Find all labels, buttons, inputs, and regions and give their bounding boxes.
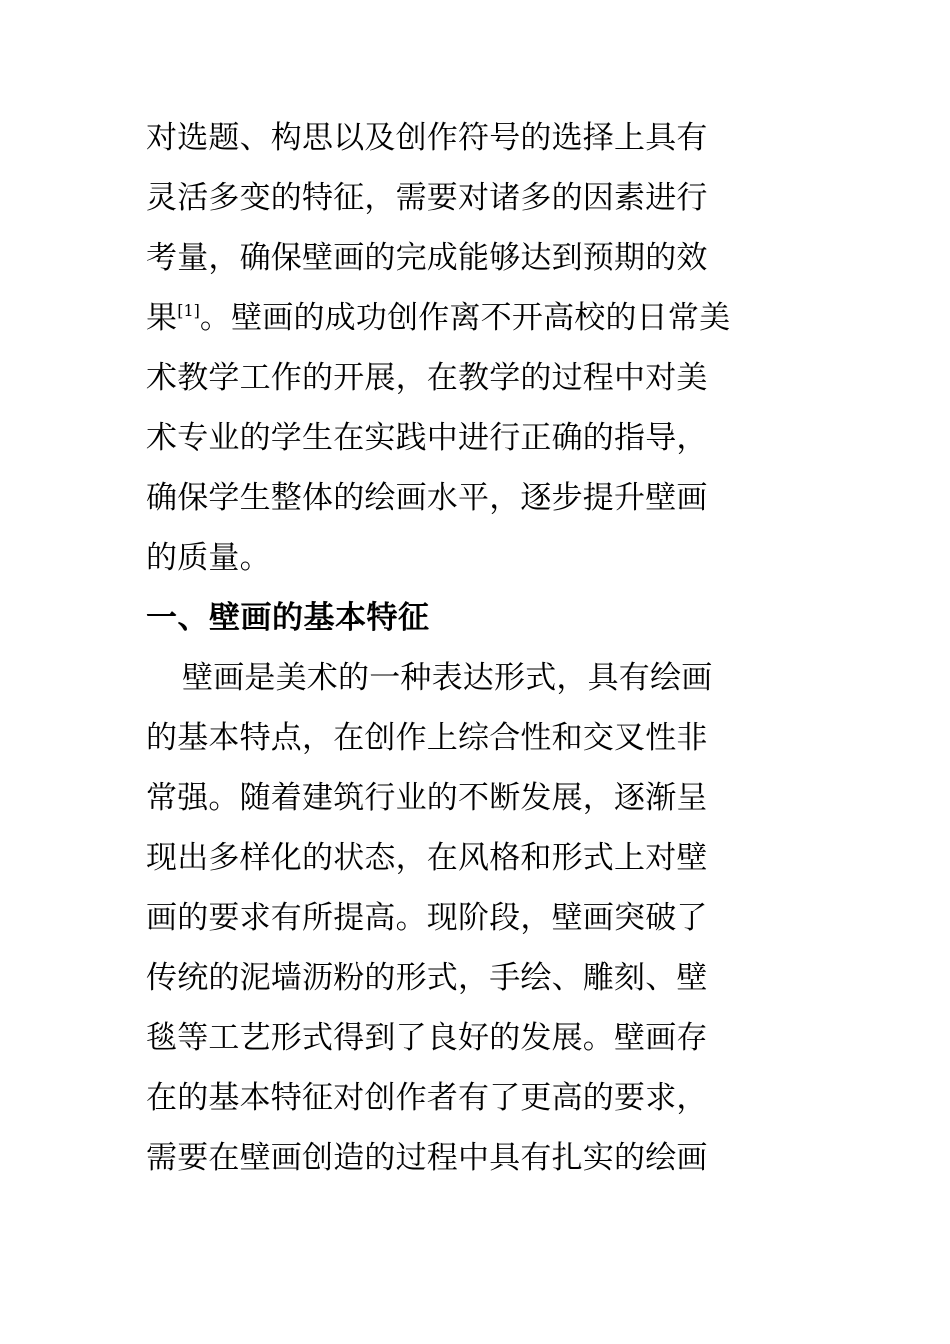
paragraph-2-line-7: 毯等工艺形式得到了良好的发展。壁画存 [146,1020,708,1056]
paragraph-1-line-7: 确保学生整体的绘画水平，逐步提升壁画 [146,480,708,516]
paragraph-2-line-4: 现出多样化的状态，在风格和形式上对壁 [146,840,708,876]
paragraph-2-line-6: 传统的泥墙沥粉的形式，手绘、雕刻、壁 [146,960,708,996]
paragraph-2-line-9: 需要在壁画创造的过程中具有扎实的绘画 [146,1140,708,1176]
paragraph-1-line-6: 术专业的学生在实践中进行正确的指导， [146,420,708,456]
paragraph-1-line-2: 灵活多变的特征，需要对诸多的因素进行 [146,180,708,216]
paragraph-1-line-5: 术教学工作的开展，在教学的过程中对美 [146,360,708,396]
section-heading: 一、壁画的基本特征 [146,600,430,636]
paragraph-2-line-1: 壁画是美术的一种表达形式，具有绘画 [182,660,713,696]
paragraph-1-line-8: 的质量。 [146,540,271,576]
line-4-start: 果 [146,300,178,336]
paragraph-1-line-4 [146,288,846,348]
line-4-end: 。壁画的成功创作离不开高校的日常美 [199,300,731,336]
paragraph-2-line-3: 常强。随着建筑行业的不断发展，逐渐呈 [146,780,708,816]
citation-reference[interactable]: [1] [177,301,200,320]
paragraph-2-line-8: 在的基本特征对创作者有了更高的要求， [146,1080,708,1116]
paragraph-1-line-1: 对选题、构思以及创作符号的选择上具有 [146,120,708,156]
body-text [146,108,846,1188]
paragraph-1-line-3: 考量，确保壁画的完成能够达到预期的效 [146,240,708,276]
paragraph-2-line-5: 画的要求有所提高。现阶段，壁画突破了 [146,900,708,936]
paragraph-2-line-2: 的基本特点，在创作上综合性和交叉性非 [146,720,708,756]
